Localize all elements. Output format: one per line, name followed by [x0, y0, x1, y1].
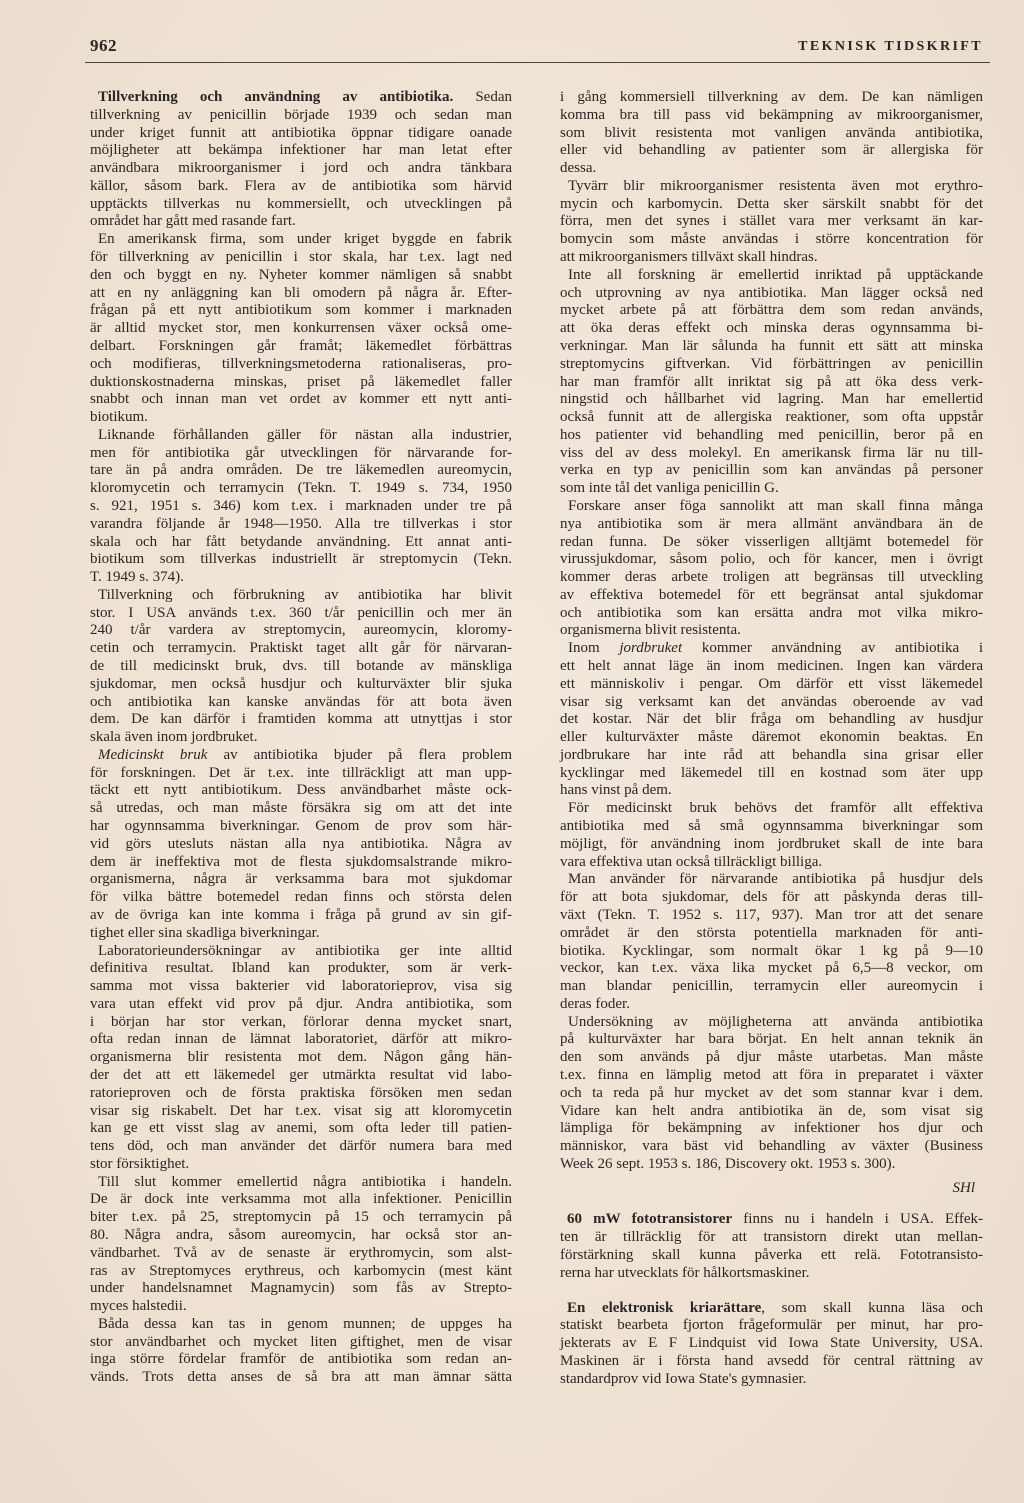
- text-line: organismerna, några är verksamma bara mot sjukdomar: [90, 871, 512, 888]
- text-line: [560, 1300, 983, 1318]
- text-line: jekterats av E F Lindquist vid Iowa State University, USA.: [560, 1335, 983, 1352]
- text-run: Sedan: [453, 89, 512, 105]
- text-line: [560, 640, 983, 658]
- text-line: Tyvärr blir mikroorganismer resistenta även mot erythro-: [568, 177, 983, 194]
- text-line: och antibiotika som kan ersätta andra mot vilka mikro-: [560, 604, 983, 621]
- text-line: inga större fördelar framför de antibiotika som redan an-: [90, 1351, 512, 1368]
- text-line: i gång kommersiell tillverkning av dem. De kan nämligen: [560, 89, 983, 105]
- text-line: har man framför allt inriktat sig på att öka dess verk-: [560, 373, 983, 390]
- text-line: antibiotika med så små ogynnsamma biverkningar som: [560, 818, 983, 835]
- text-line: möjligt, för användning inom jordbruket skall de inte bara: [560, 835, 983, 852]
- text-line: mycket arbete på att förbättra dem som redan används,: [560, 302, 983, 319]
- text-line: bomycin som måste användas i större koncentration för: [560, 231, 983, 248]
- text-line: vändbarhet. Två av de senaste är erythromycin, som alst-: [90, 1244, 512, 1261]
- text-line: streptomycins giftverkan. Vid förbättringen av penicillin: [560, 355, 983, 372]
- text-line: så utredas, och man måste försäkra sig om att det inte: [90, 800, 512, 817]
- journal-title: TEKNISK TIDSKRIFT: [798, 39, 983, 54]
- text-line: området är den största potentiella marknaden för anti-: [560, 924, 983, 941]
- text-line: cetin och terramycin. Praktiskt taget allt går för närvaran-: [90, 640, 512, 657]
- text-line: vid görs utesluts nästan alla nya antibiotika. Några av: [90, 835, 512, 852]
- text-line: De är dock inte verksamma mot alla infektioner. Penicillin: [90, 1191, 512, 1208]
- text-line: Week 26 sept. 1953 s. 186, Discovery okt. 1953 s. 300).: [560, 1155, 896, 1172]
- text-line: Undersökning av möjligheterna att använda antibiotika: [568, 1013, 983, 1030]
- text-line: stor. I USA används t.ex. 360 t/år penicillin och mer än: [90, 604, 512, 621]
- text-line: redan funna. De söker visserligen alltjämt botemedel för: [560, 533, 983, 550]
- text-line: för att bota sjukdomar, dels för att påskynda deras till-: [560, 889, 983, 906]
- text-line: tillverkning av penicillin började 1939 och sedan man: [90, 106, 512, 123]
- text-line: ett människoliv i pengar. Om därför ett visst läkemedel: [560, 675, 983, 692]
- bold-text-run: En elektronisk kriarättare: [567, 1299, 762, 1316]
- text-line: har ogynnsamma biverkningar. Genom de prov som här-: [90, 818, 512, 835]
- text-line: Maskinen är i första hand avsedd för central rättning av: [560, 1352, 983, 1369]
- text-line: Vidare kan helt andra antibiotika än de, som visat sig: [560, 1102, 983, 1119]
- text-line: biotikum.: [90, 409, 148, 426]
- text-line: det kostar. När det blir fråga om behandling av husdjur: [560, 711, 983, 728]
- text-line: källor, såsom bark. Flera av de antibiotika som härvid: [90, 177, 512, 194]
- text-line: förstärkning skall kunna påverka ett relä. Fototransisto-: [560, 1247, 983, 1263]
- page-number: 962: [90, 36, 117, 55]
- author-signature: SHl: [952, 1179, 975, 1196]
- text-line: veckor, kan t.ex. växa lika mycket på 6,5—8 veckor, om: [560, 960, 983, 977]
- text-line: människor, vara bäst vid behandling av växter (Business: [560, 1138, 983, 1155]
- text-line: hos patienter vid behandling med penicillin, beror på en: [560, 426, 983, 443]
- bold-text-run: 60 mW fototransistorer: [567, 1211, 733, 1228]
- text-line: organismerna blivit resistenta.: [560, 622, 741, 639]
- text-run: finns nu i handeln i USA. Effek-: [732, 1211, 983, 1228]
- text-line: delbart. Forskningen går framåt; läkemedlet förbättras: [90, 337, 512, 354]
- text-line: men för antibiotika går utvecklingen för närvarande for-: [90, 444, 512, 461]
- text-line: organismerna blir resistenta mot dem. Någon gång hän-: [90, 1049, 512, 1066]
- text-line: ningstid och hållbarhet vid lagring. Man har emellertid: [560, 391, 983, 408]
- text-line: För medicinskt bruk behövs det framför allt effektiva: [568, 800, 983, 817]
- text-line: upptäckts tillverkas nu kommersiellt, och utvecklingen på: [90, 195, 512, 212]
- text-line: för forskningen. Det är t.ex. inte tillräckligt att man upp-: [90, 764, 512, 781]
- text-line: kloromycetin och terramycin (Tekn. T. 1949 s. 734, 1950: [90, 480, 512, 497]
- text-line: frågan på ett nytt antibiotikum som kommer i marknaden: [90, 302, 512, 319]
- text-line: i början har stor verkan, förlorar denna mycket snart,: [90, 1013, 512, 1030]
- text-line: Laboratorieundersökningar av antibiotika ger inte alltid: [98, 942, 512, 959]
- paragraph: [90, 943, 512, 1174]
- text-line: täckt ett nytt antibiotikum. Dess användbarhet måste ock-: [90, 782, 512, 799]
- paragraph: [560, 800, 983, 871]
- text-line: Till slut kommer emellertid några antibiotika i handeln.: [98, 1173, 512, 1190]
- news-list: [560, 1211, 983, 1388]
- text-line: ratorieproven och de första praktiska försöken men sedan: [90, 1084, 512, 1101]
- text-line: skala även inom jordbruket.: [90, 729, 258, 746]
- text-line: statiskt bearbeta fjorton frågeformulär per minut, har pro-: [560, 1317, 983, 1334]
- text-line: komma bra till pass vid bekämpning av mikroorganismer,: [560, 106, 983, 123]
- paragraph: [560, 871, 983, 1013]
- text-line: verkningar. Man lär sålunda ha funnit ett sätt att minska: [560, 337, 983, 354]
- text-line: virussjukdomar, såsom polio, och för kancer, men i övrigt: [560, 551, 983, 568]
- text-line: under handelsnamnet Magnamycin) som fås av Strepto-: [90, 1280, 512, 1297]
- text-line: växt (Tekn. T. 1952 s. 117, 937). Man tror att det senare: [560, 906, 983, 923]
- italic-text-run: Medicinskt bruk: [98, 746, 208, 763]
- text-line: [90, 747, 512, 765]
- text-run: av antibiotika bjuder på flera problem: [207, 746, 512, 763]
- bold-text-run: Tillverkning och användning av antibiotika.: [98, 89, 454, 105]
- text-line: stor försiktighet.: [90, 1155, 190, 1172]
- text-line: den som används på djur måste utarbetas. Man måste: [560, 1049, 983, 1066]
- text-line: t.ex. finna en lämplig metod att föra in preparatet i växter: [560, 1066, 983, 1083]
- text-line: dessa.: [560, 160, 597, 177]
- paragraph: [560, 89, 983, 178]
- text-line: vara effektiva utan också tillräckligt billiga.: [560, 853, 823, 870]
- text-line: att mikroorganismers tillväxt skall hindras.: [560, 249, 818, 266]
- text-line: att en ny anläggning kan bli omodern på några år. Efter-: [90, 284, 512, 301]
- text-line: biter t.ex. på 25, streptomycin på 15 och terramycin på: [90, 1209, 512, 1226]
- text-line: som inte tål det vanliga penicillin G.: [560, 480, 779, 497]
- text-line: förra, men det synes i stället vara mer verksamt än kar-: [560, 213, 983, 230]
- text-line: möjligheter att bekämpa infektioner har man letat efter: [90, 142, 512, 159]
- text-line: deras foder.: [560, 995, 630, 1012]
- text-line: stor användbarhet och mycket liten giftighet, men de visar: [90, 1333, 512, 1350]
- text-line: tighet eller sina skadliga biverkningar.: [90, 924, 320, 941]
- text-line: och utprovning av nya antibiotika. Man lägger också ned: [560, 284, 983, 301]
- text-line: är alltid mycket stor, men konkurrensen växer också ome-: [90, 320, 512, 337]
- text-line: biotikum som tillverkas industriellt är streptomycin (Tekn.: [90, 551, 512, 568]
- text-line: som blivit resistenta mot vanligen använda antibiotika,: [560, 124, 983, 141]
- text-line: kommer deras arbete troligen att begränsas till utveckling: [560, 569, 983, 586]
- article-column-right: [560, 89, 983, 1388]
- text-line: Tillverkning och förbrukning av antibiotika har blivit: [98, 586, 512, 603]
- text-line: tens död, och man använder det därför numera bara med: [90, 1138, 512, 1155]
- text-line: der det att ett läkemedel ger utmärkta resultat vid labo-: [90, 1066, 512, 1083]
- text-line: sjukdomar, men också husdjur och kulturväxter blir sjuka: [90, 675, 512, 692]
- text-line: för vilka bättre botemedel redan finns och största delen: [90, 889, 512, 906]
- text-line: myces halstedii.: [90, 1298, 187, 1315]
- paragraph: [90, 427, 512, 587]
- text-line: Båda dessa kan tas in genom munnen; de uppges ha: [98, 1315, 512, 1332]
- text-line: och ta reda på hur mycket av det som stannar kvar i dem.: [560, 1084, 983, 1101]
- text-line: 80. Några andra, såsom aureomycin, har också stor an-: [90, 1227, 512, 1243]
- text-line: Man använder för närvarande antibiotika på husdjur dels: [568, 871, 983, 888]
- text-line: tare än på andra områden. De tre läkemedlen aureomycin,: [90, 462, 512, 479]
- text-line: rerna har utvecklats för hålkortsmaskiner.: [560, 1264, 810, 1281]
- text-line: eller kulturväxter måste däremot ekonomin beaktas. En: [560, 729, 983, 746]
- paragraph: [560, 1014, 983, 1174]
- text-line: av effektiva botemedel för ett begränsat antal sjukdomar: [560, 586, 983, 603]
- text-line: duktionskostnaderna minskas, priset på läkemedlet faller: [90, 373, 512, 390]
- text-line: [560, 1211, 983, 1229]
- text-line: den och byggt en ny. Nyheter kommer nämligen så snabbt: [90, 266, 512, 283]
- text-line: [90, 89, 512, 107]
- text-line: skala och har fått betydande användning. Ett annat anti-: [90, 533, 512, 550]
- text-line: dem är ineffektiva mot de flesta sjukdomsalstrande mikro-: [90, 853, 512, 870]
- text-line: Liknande förhållanden gäller för nästan alla industrier,: [98, 426, 512, 443]
- news-item: [560, 1300, 983, 1389]
- text-line: kan ge ett visst slag av anemi, som ofta leder till patien-: [90, 1120, 512, 1137]
- news-item: [560, 1211, 983, 1282]
- text-run: kommer användning av antibiotika i: [682, 640, 984, 657]
- text-line: verka en typ av penicillin som kan användas på personer: [560, 462, 983, 479]
- text-run: Inom: [568, 640, 620, 657]
- paragraph: [90, 747, 512, 943]
- article-body-continued: [560, 89, 983, 1174]
- text-line: definitiva resultat. Ibland kan produkter, som är verk-: [90, 960, 512, 977]
- text-line: ten är tillräcklig för att transistorn direkt utan mellan-: [560, 1229, 983, 1246]
- text-line: också funnit att de allergiska reaktioner, som ofta uppstår: [560, 409, 983, 426]
- header-rule: [85, 62, 990, 63]
- text-line: hans vinst på dem.: [560, 782, 672, 799]
- text-line: dem. De kan därför i framtiden komma att utnyttjas i stor: [90, 711, 512, 728]
- text-line: lämpliga för bekämpning av infektioner hos djur och: [560, 1120, 983, 1137]
- article-column-left: [90, 89, 512, 1387]
- text-line: visar sig riskabelt. Det har t.ex. visat sig att kloromycetin: [90, 1102, 512, 1119]
- text-line: jordbrukare har inte råd att behandla sina grisar eller: [560, 746, 983, 763]
- paragraph: [90, 587, 512, 747]
- text-line: vara utan effekt vid prov på djur. Andra antibiotika, som: [90, 995, 512, 1012]
- text-line: samma mot vissa bakterier vid laboratorieprov, visa sig: [90, 978, 512, 995]
- italic-text-run: jordbruket: [619, 640, 683, 657]
- text-line: för tillverkning av penicillin i stor skala, har t.ex. lagt ned: [90, 249, 512, 266]
- text-line: snabbt och innan man vet ordet av kommer ett nytt anti-: [90, 391, 512, 408]
- text-line: Inte all forskning är emellertid inriktad på upptäckande: [568, 266, 983, 283]
- text-line: Forskare anser föga sannolikt att man skall finna många: [568, 497, 983, 514]
- text-line: de till medicinskt bruk, dvs. till botande av mänskliga: [90, 658, 512, 674]
- paragraph: [90, 1316, 512, 1387]
- text-line: mycin och karbomycin. Detta sker särskilt snabbt för det: [560, 195, 983, 212]
- text-line: ett helt annat läge än inom medicinen. Ingen kan värdera: [560, 658, 983, 674]
- paragraph: [560, 178, 983, 267]
- paragraph: [90, 1174, 512, 1316]
- text-line: kycklingar med läkemedel till en kostnad som äter upp: [560, 764, 983, 781]
- text-line: på kulturväxter har bara börjat. En helt annan teknik än: [560, 1031, 983, 1048]
- paragraph: [560, 267, 983, 498]
- text-line: biotika. Kycklingar, som normalt ökar 1 kg på 9—10: [560, 942, 983, 959]
- text-line: användbara mikroorganismer i jord och andra tänkbara: [90, 160, 512, 177]
- text-line: att öka deras effekt och minska deras ogynnsamma bi-: [560, 320, 983, 337]
- text-line: s. 921, 1951 s. 346) kom t.ex. i marknaden under tre på: [90, 497, 512, 514]
- paragraph: [90, 89, 512, 231]
- paragraph: [90, 231, 512, 427]
- text-run: , som skall kunna läsa och: [761, 1299, 983, 1316]
- text-line: under kriget funnit att antibiotika öppnar tidigare oanade: [90, 124, 512, 141]
- text-line: visar sig verksamt kan det användas oberoende av vad: [560, 693, 983, 710]
- text-line: varandra följande år 1948—1950. Alla tre tillverkas i stor: [90, 515, 512, 532]
- text-line: ras av Streptomyces erythreus, och karbomycin (mest känt: [90, 1262, 512, 1279]
- text-line: 240 t/år vardera av streptomycin, aureomycin, kloromy-: [90, 622, 512, 639]
- text-line: området har gått med rasande fart.: [90, 213, 296, 230]
- text-line: viss del av dess molekyl. En amerikansk firma lär nu till-: [560, 444, 983, 461]
- text-line: och antibiotika kan kanske användas för att bota även: [90, 693, 512, 710]
- text-line: av de övriga kan inte komma i fråga på grund av sin gif-: [90, 906, 512, 923]
- text-line: ofta redan innan de lämnat laboratoriet, därför att mikro-: [90, 1031, 512, 1048]
- text-line: man blandar penicillin, terramycin eller aureomycin i: [560, 978, 983, 995]
- text-line: och modifieras, tillverkningsmetoderna rationaliseras, pro-: [90, 355, 512, 372]
- text-line: nya antibiotika som är mera allmänt användbara än de: [560, 515, 983, 532]
- text-line: T. 1949 s. 374).: [90, 569, 184, 586]
- paragraph: [560, 498, 983, 640]
- text-line: eller vid behandling av patienter som är allergiska för: [560, 142, 983, 159]
- text-line: vänds. Trots detta anses de så bra att man ämnar sätta: [90, 1369, 512, 1386]
- text-line: standardprov vid Iowa State's gymnasier.: [560, 1370, 807, 1387]
- text-line: En amerikansk firma, som under kriget byggde en fabrik: [98, 231, 512, 248]
- paragraph: [560, 640, 983, 800]
